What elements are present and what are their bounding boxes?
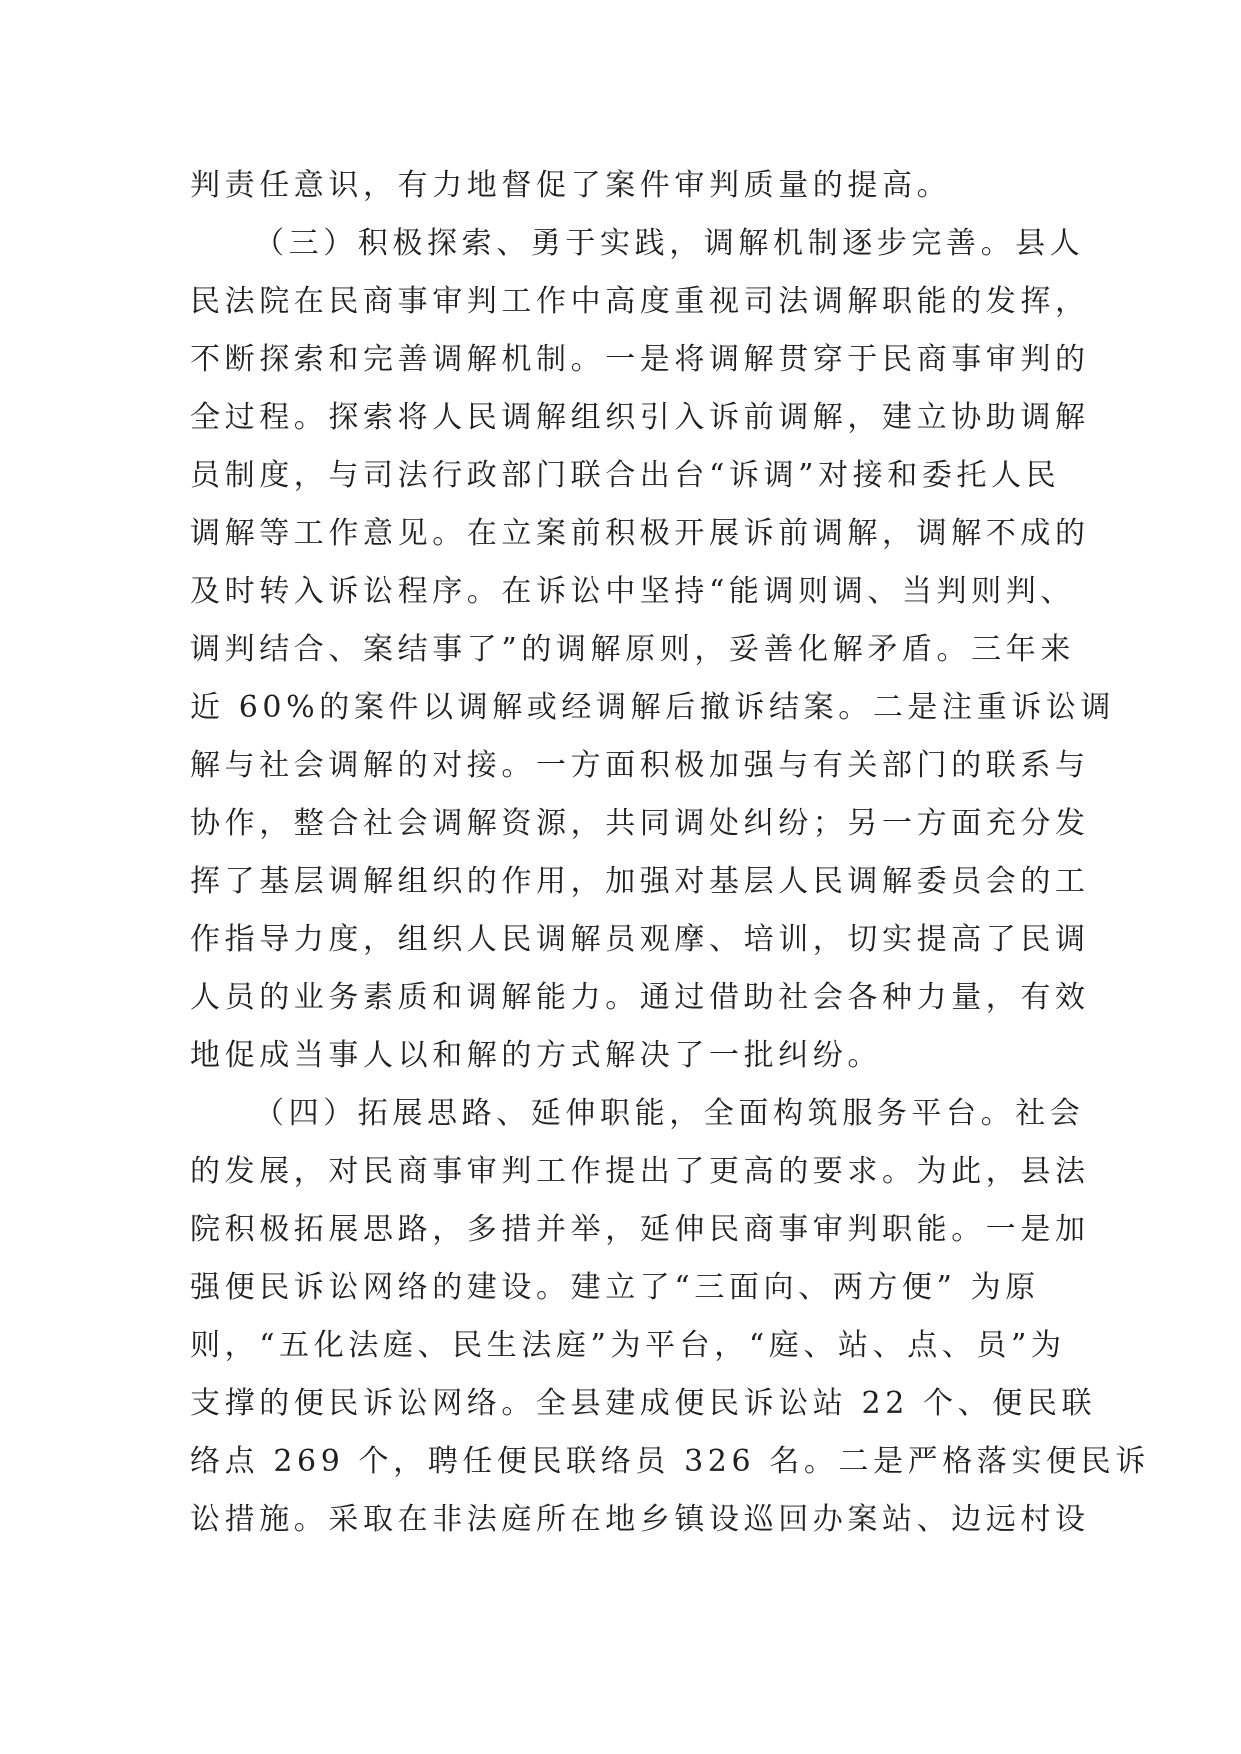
text-line: 络点 269 个，聘任便民联络员 326 名。二是严格落实便民诉: [190, 1444, 1150, 1479]
text-line: 强便民诉讼网络的建设。建立了“三面向、两方便” 为原: [190, 1270, 1040, 1305]
text-line: 的发展，对民商事审判工作提出了更高的要求。为此，县法: [190, 1154, 1090, 1189]
text-line: 讼措施。采取在非法庭所在地乡镇设巡回办案站、边远村设: [190, 1502, 1090, 1537]
text-line: 判责任意识，有力地督促了案件审判质量的提高。: [190, 168, 952, 203]
text-line: 挥了基层调解组织的作用，加强对基层人民调解委员会的工: [190, 864, 1090, 899]
text-line: 院积极拓展思路，多措并举，延伸民商事审判职能。一是加: [190, 1212, 1090, 1247]
text-line: 作指导力度，组织人民调解员观摩、培训，切实提高了民调: [190, 922, 1090, 957]
text-line: 调解等工作意见。在立案前积极开展诉前调解，调解不成的: [190, 516, 1090, 551]
text-line: 解与社会调解的对接。一方面积极加强与有关部门的联系与: [190, 748, 1090, 783]
text-line: 员制度，与司法行政部门联合出台“诉调”对接和委托人民: [190, 458, 1061, 493]
text-line: 近 60%的案件以调解或经调解后撤诉结案。二是注重诉讼调: [190, 690, 1116, 725]
text-line: 支撑的便民诉讼网络。全县建成便民诉讼站 22 个、便民联: [190, 1386, 1097, 1421]
body-text: [190, 157, 1150, 1549]
paragraph-three-heading-line: （三）积极探索、勇于实践，调解机制逐步完善。县人: [254, 226, 1085, 261]
text-line: 及时转入诉讼程序。在诉讼中坚持“能调则调、当判则判、: [190, 574, 1075, 609]
text-line: 则，“五化法庭、民生法庭”为平台，“庭、站、点、员”为: [190, 1328, 1066, 1363]
text-line: 民法院在民商事审判工作中高度重视司法调解职能的发挥，: [190, 284, 1090, 319]
text-line: 不断探索和完善调解机制。一是将调解贯穿于民商事审判的: [190, 342, 1090, 377]
text-line: 全过程。探索将人民调解组织引入诉前调解，建立协助调解: [190, 400, 1090, 435]
text-line: 调判结合、案结事了”的调解原则，妥善化解矛盾。三年来: [190, 632, 1075, 667]
text-line: 地促成当事人以和解的方式解决了一批纠纷。: [190, 1038, 882, 1073]
text-line: 人员的业务素质和调解能力。通过借助社会各种力量，有效: [190, 980, 1090, 1015]
paragraph-four-heading-line: （四）拓展思路、延伸职能，全面构筑服务平台。社会: [254, 1096, 1085, 1131]
text-line: 协作，整合社会调解资源，共同调处纠纷；另一方面充分发: [190, 806, 1090, 841]
